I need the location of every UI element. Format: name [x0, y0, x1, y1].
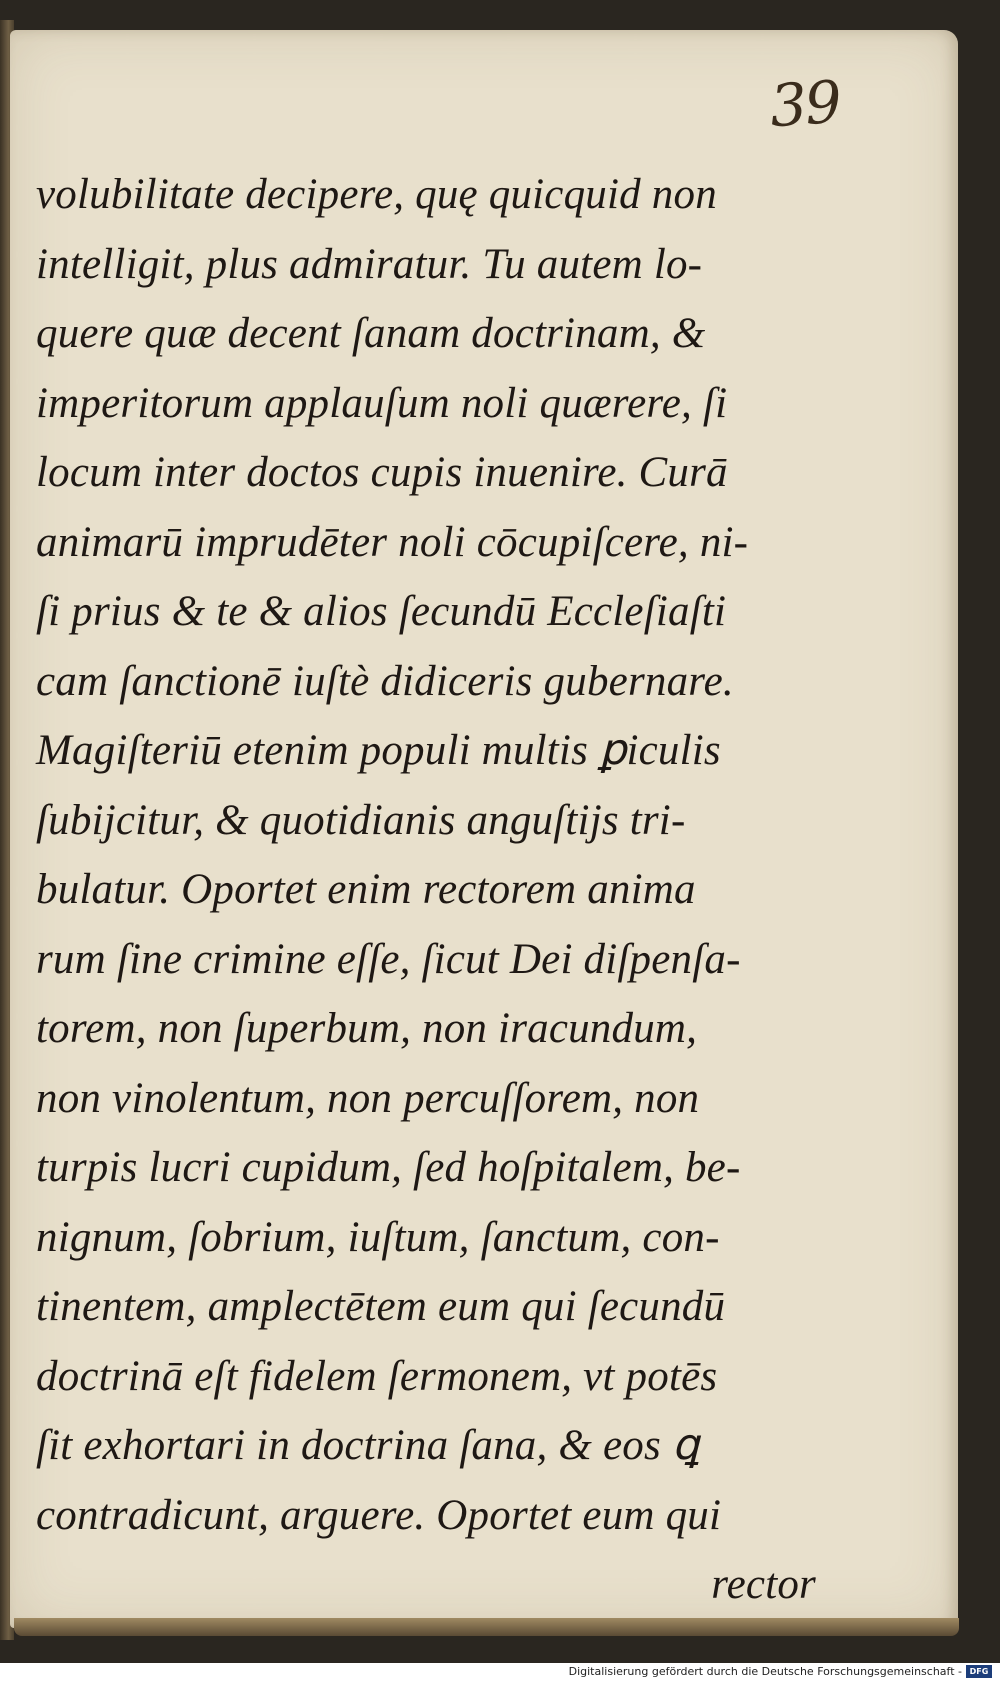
text-line: locum inter doctos cupis inuenire. Curā: [36, 449, 728, 496]
text-line: doctrinā eſt fidelem ſermonem, vt potēs: [36, 1352, 718, 1400]
text-line: cam ſanctionē iuſtè didiceris gubernare.: [36, 657, 734, 705]
text-line: nignum, ſobrium, iuſtum, ſanctum, con-: [36, 1213, 720, 1261]
folio-number: 39: [767, 67, 843, 141]
text-line: non vinolentum, non percuſſorem, non: [36, 1074, 700, 1122]
text-line: animarū imprudēter noli cōcupiſcere, ni-: [36, 518, 749, 566]
page-text-block: [36, 160, 816, 1620]
text-line: torem, non ſuperbum, non iracundum,: [36, 1005, 698, 1052]
text-line: turpis lucri cupidum, ſed hoſpitalem, be-: [36, 1144, 741, 1191]
text-line: tinentem, amplectētem eum qui ſecundū: [36, 1283, 726, 1330]
text-line: Magiſteriū etenim populi multis ꝑiculis: [36, 727, 721, 774]
text-line: ſubijcitur, & quotidianis anguſtijs tri-: [36, 796, 686, 844]
text-line: bulatur. Oportet enim rectorem anima: [36, 866, 696, 913]
text-line: ſit exhortari in doctrina ſana, & eos ꝗ: [36, 1422, 700, 1469]
text-line: imperitorum applauſum noli quærere, ſi: [36, 379, 728, 427]
page-bottom-edge: [14, 1618, 959, 1636]
text-line: quere quæ decent ſanam doctrinam, &: [36, 310, 706, 357]
text-line: intelligit, plus admiratur. Tu autem lo-: [36, 240, 703, 288]
catchword: rector: [711, 1561, 816, 1608]
dfg-logo: DFG: [966, 1665, 992, 1678]
text-line: rum ſine crimine eſſe, ſicut Dei diſpenſa-: [36, 935, 741, 983]
footer-credit: Digitalisierung gefördert durch die Deutsche Forschungsgemeinschaft -: [568, 1665, 962, 1678]
text-line: volubilitate decipere, quę quicquid non: [36, 171, 717, 218]
text-line: ſi prius & te & alios ſecundū Eccleſiaſti: [36, 588, 727, 635]
text-line: contradicunt, arguere. Oportet eum qui: [36, 1491, 722, 1539]
